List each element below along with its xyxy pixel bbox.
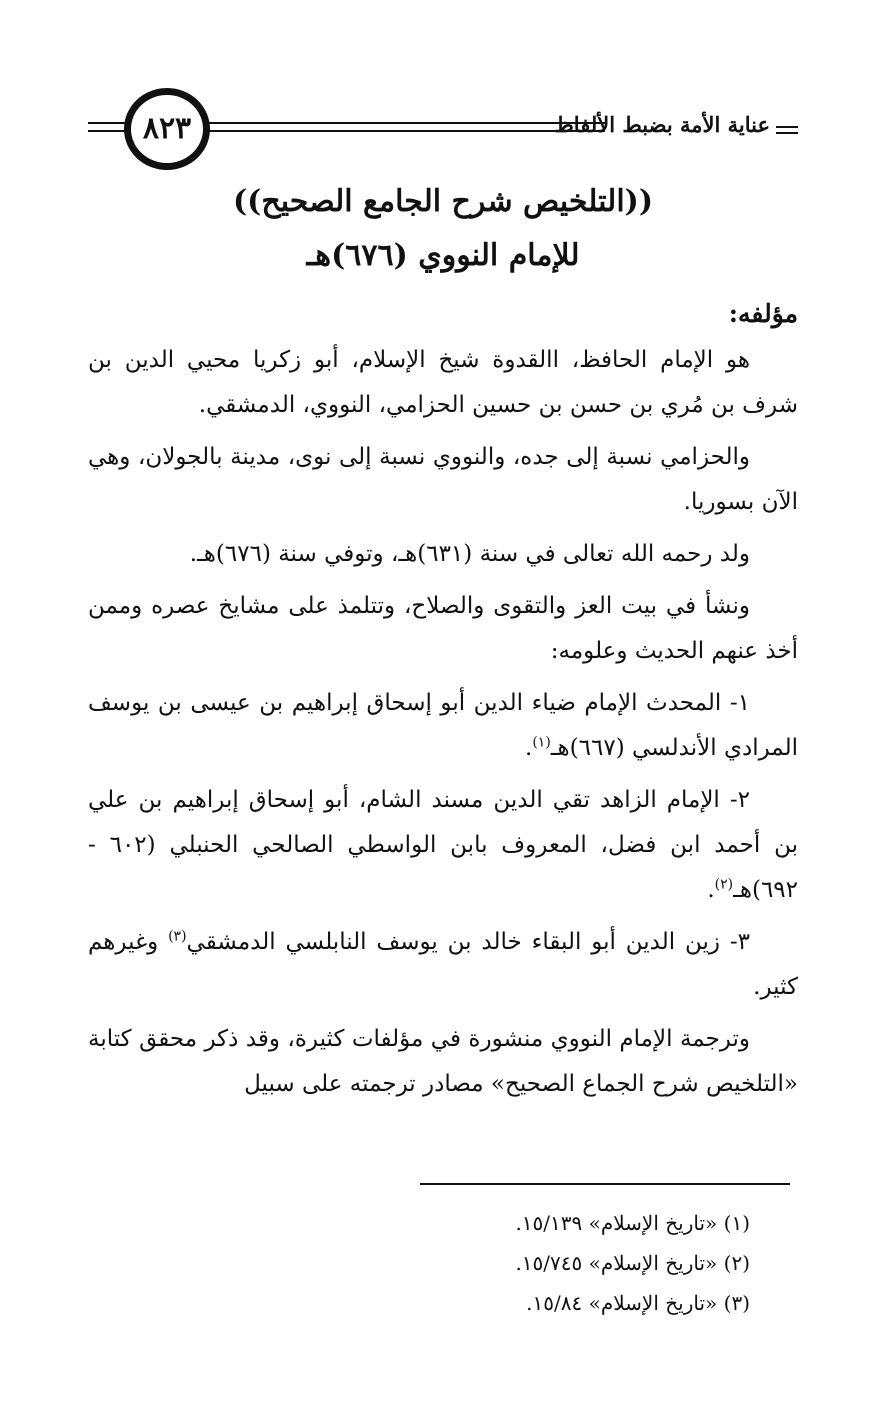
teacher-item-2 — [88, 778, 798, 913]
footnote-separator — [420, 1183, 790, 1185]
teacher-item-tail: . — [707, 877, 715, 903]
paragraph-nisba: والحزامي نسبة إلى جده، والنووي نسبة إلى نوى، مدينة بالجولان، وهي الآن بسوريا. — [88, 444, 798, 515]
main-text — [88, 290, 798, 1114]
footnote-ref[interactable]: (٣) — [168, 928, 187, 945]
teacher-item-text: ١- المحدث الإمام ضياء الدين أبو إسحاق إبراهيم بن عيسى بن يوسف المرادي الأندلسي (٦٦٧)هـ — [88, 690, 798, 761]
footnote-ref[interactable]: (٢) — [714, 876, 734, 893]
footnote-3: (٣) «تاريخ الإسلام» ١٥/٨٤. — [526, 1291, 750, 1315]
footnotes — [88, 1203, 798, 1323]
teacher-item-text: ٣- زين الدين أبو البقاء خالد بن يوسف النابلسي الدمشقي — [186, 929, 750, 955]
running-title: عناية الأمة بضبط الألفاظ — [554, 112, 770, 137]
teacher-item-1 — [88, 681, 798, 771]
footnote-2: (٢) «تاريخ الإسلام» ١٥/٧٤٥. — [515, 1251, 750, 1275]
header-double-rule-left — [88, 122, 128, 132]
paragraph-sources: وترجمة الإمام النووي منشورة في مؤلفات كثيرة، وقد ذكر محقق كتابة «التلخيص شرح الجماع الصحيح» مصادر ترجمته على سبيل — [88, 1026, 798, 1097]
book-title: ((التلخيص شرح الجامع الصحيح)) — [232, 184, 654, 219]
teacher-item-3 — [88, 920, 798, 1010]
teacher-item-tail: وغيرهم كثير. — [88, 929, 798, 1000]
footnote-1: (١) «تاريخ الإسلام» ١٥/١٣٩. — [515, 1211, 750, 1235]
header-double-rule — [208, 122, 605, 132]
page-header — [88, 88, 798, 170]
paragraph-upbringing: ونشأ في بيت العز والتقوى والصلاح، وتتلمذ على مشايخ عصره وممن أخذ عنهم الحديث وعلومه: — [88, 593, 798, 664]
header-double-rule-mark — [776, 126, 798, 134]
book-subtitle: للإمام النووي (٦٧٦)هـ — [306, 238, 580, 273]
section-heading: مؤلفه: — [728, 299, 798, 328]
page-number: ٨٢٣ — [142, 111, 192, 146]
footnote-ref[interactable]: (١) — [532, 734, 551, 751]
page-number-badge — [124, 88, 210, 170]
paragraph-birth: ولد رحمه الله تعالى في سنة (٦٣١)هـ، وتوفي سنة (٦٧٦)هـ. — [189, 541, 750, 567]
paragraph-biography: هو الإمام الحافظ، االقدوة شيخ الإسلام، أبو زكريا محيي الدين بن شرف بن مُري بن حسن بن حسين الحزامي، النووي، الدمشقي. — [88, 347, 798, 418]
teacher-item-text: ٢- الإمام الزاهد تقي الدين مسند الشام، أبو إسحاق إبراهيم بن علي بن أحمد ابن فضل، المعروف بابن الواسطي الصالحي الحنبلي (٦٠٢ - ٦٩٢)هـ — [88, 787, 798, 903]
teacher-item-tail: . — [525, 735, 533, 761]
